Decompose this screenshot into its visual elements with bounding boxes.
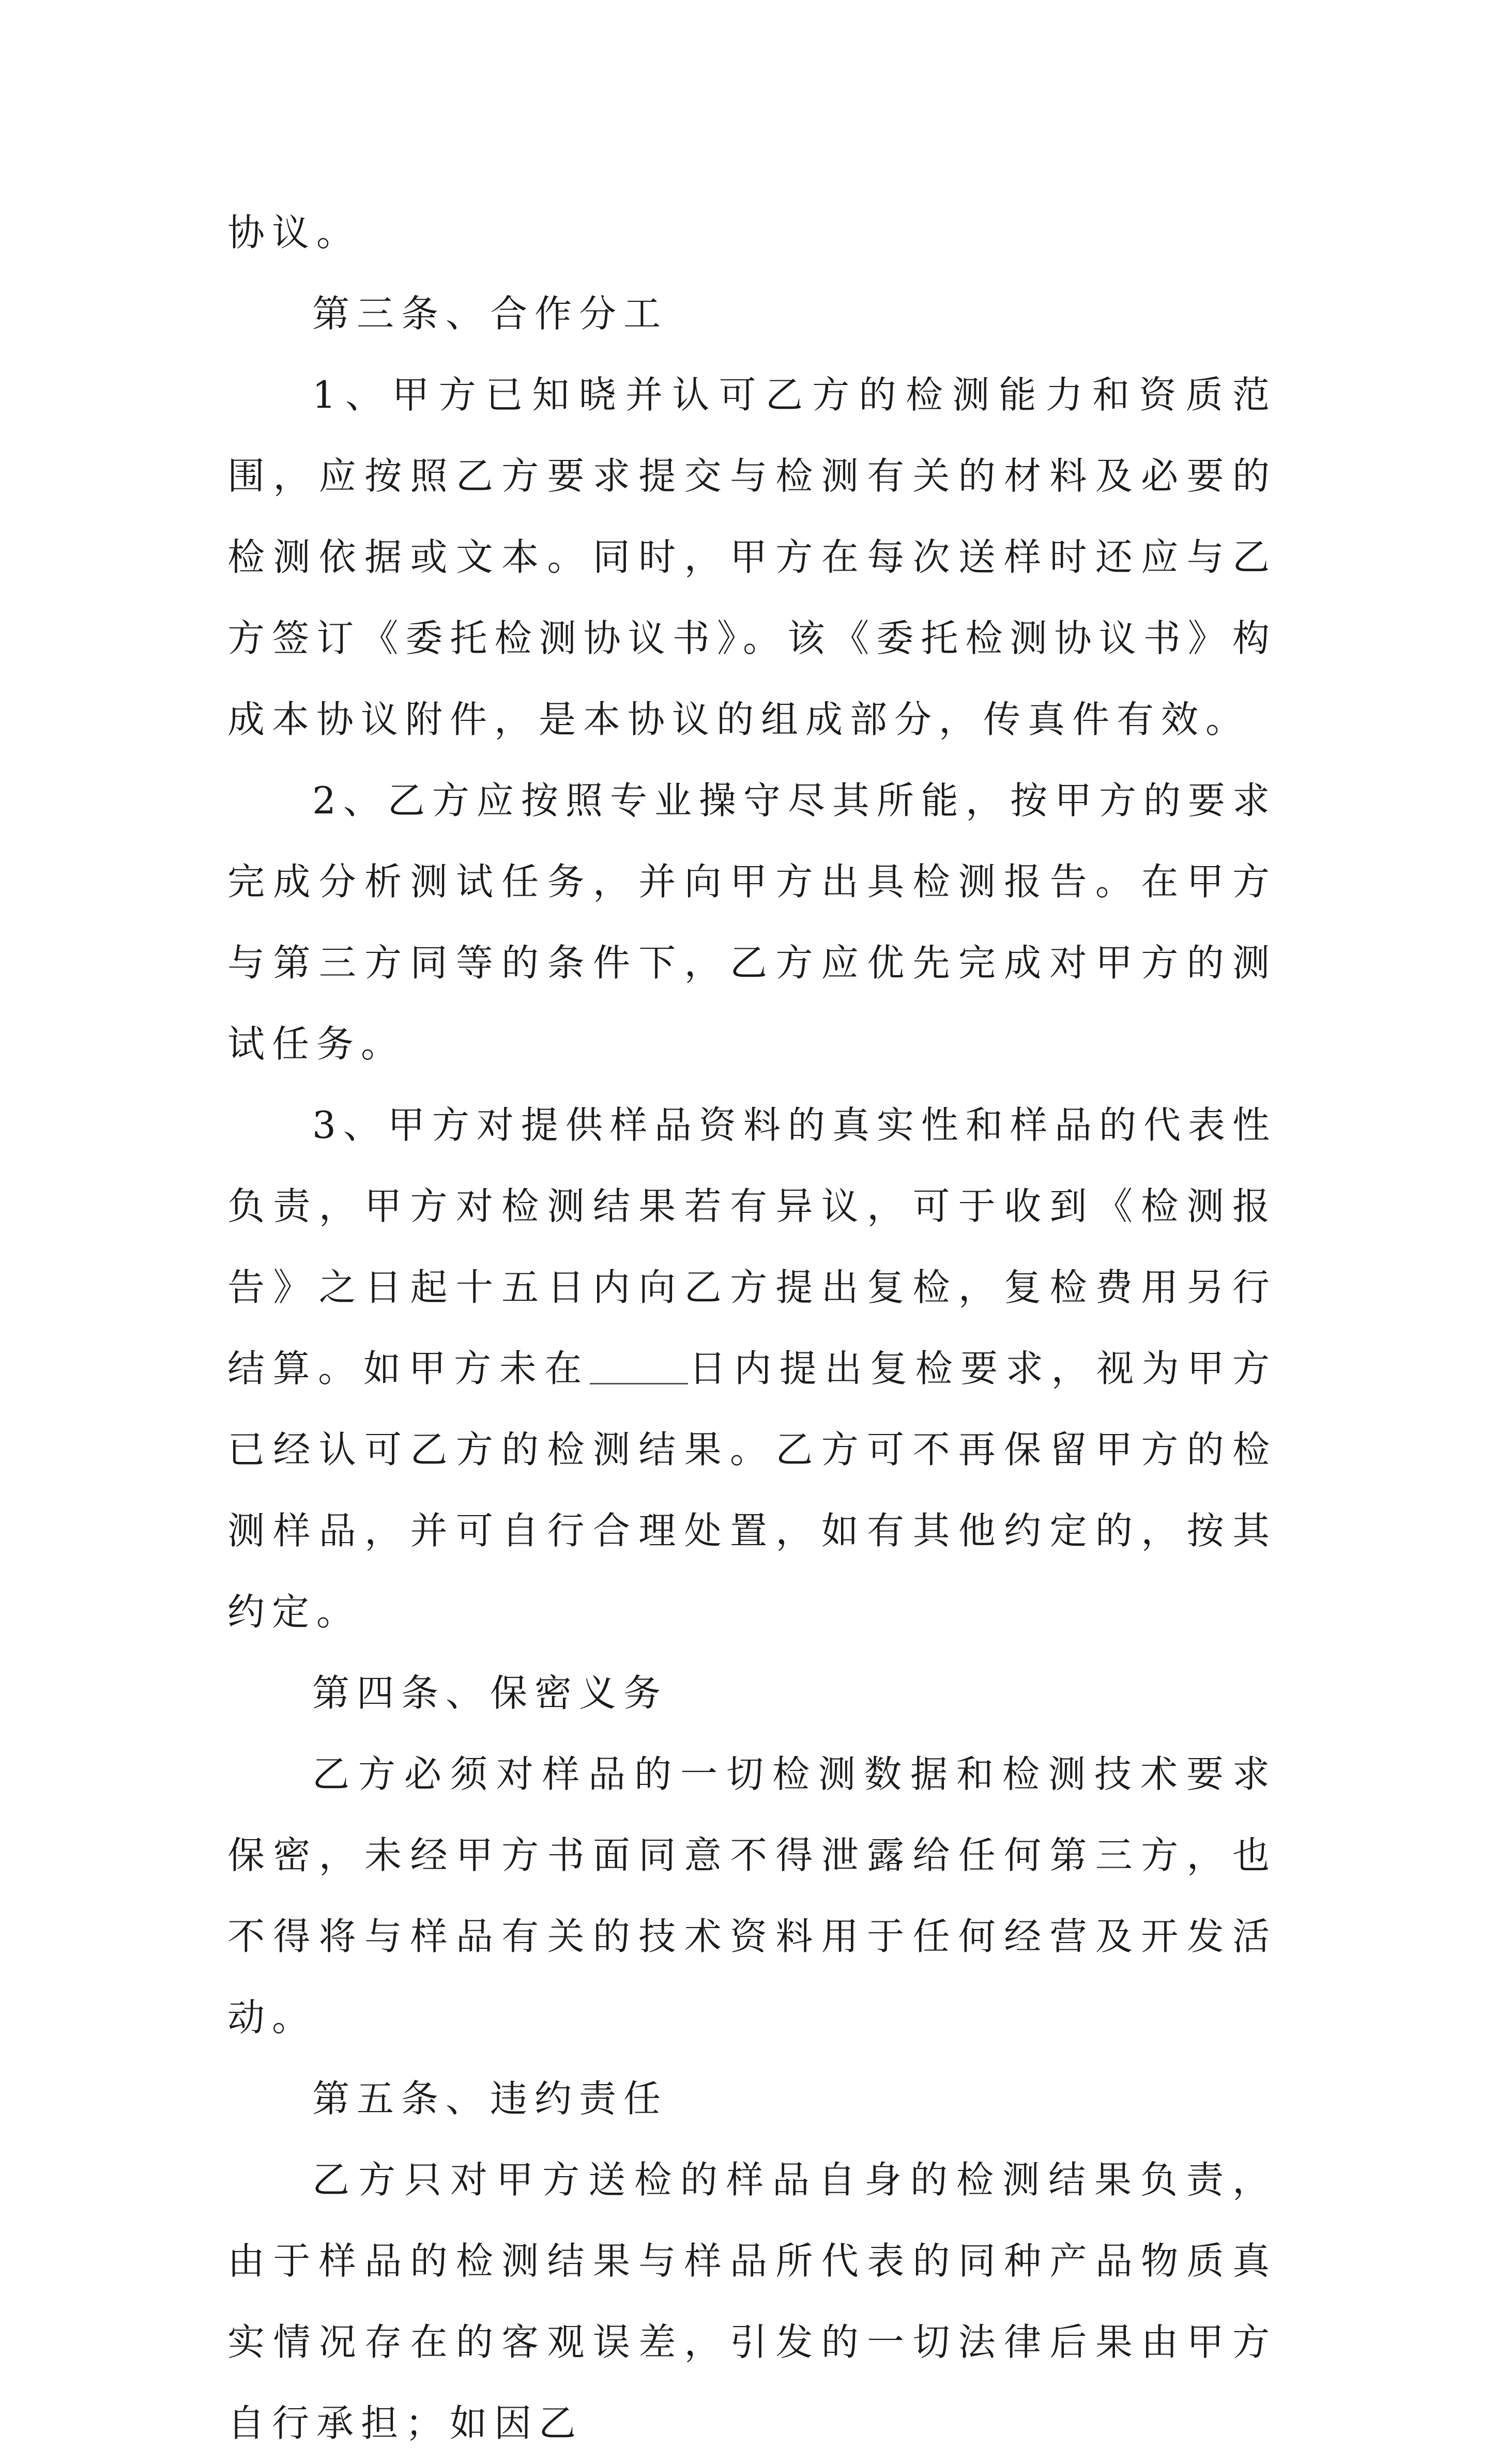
article-3-heading: 第三条、合作分工 [312,292,668,335]
article-3-clause-1: 1、甲方已知晓并认可乙方的检测能力和资质范围，应按照乙方要求提交与检测有关的材料及必要的检测依据或文本。同时，甲方在每次送样时还应与乙方签订《委托检测协议书》。该《委托检测协议书》构成本协议附件，是本协议的组成部分，传真件有效。 [227,373,1277,741]
clause-3-text-a: 3、甲方对提供样品资料的真实性和样品的代表性负责，甲方对检测结果若有异议，可于收到《检测报告》之日起十五日内向乙方提出复检，复检费用另行结算。如甲方未在 [227,1103,1277,1390]
clause-3-text-b: 日内提出复检要求，视为甲方已经认可乙方的检测结果。乙方可不再保留甲方的检测样品，并可自行合理处置，如有其他约定的，按其约定。 [227,1347,1277,1634]
article-5-heading: 第五条、违约责任 [312,2077,668,2120]
article-4-body: 乙方必须对样品的一切检测数据和检测技术要求保密，未经甲方书面同意不得泄露给任何第三方，也不得将与样品有关的技术资料用于任何经营及开发活动。 [227,1752,1277,2039]
article-4-heading: 第四条、保密义务 [312,1671,668,1715]
article-3-clause-3 [227,1085,1277,1653]
paragraph-continuation: 协议。 [227,211,361,254]
article-3-clause-2: 2、乙方应按照专业操守尽其所能，按甲方的要求完成分析测试任务，并向甲方出具检测报告。在甲方与第三方同等的条件下，乙方应优先完成对甲方的测试任务。 [227,779,1277,1066]
fill-in-blank [590,1347,688,1384]
article-5-body: 乙方只对甲方送检的样品自身的检测结果负责，由于样品的检测结果与样品所代表的同种产品物质真实情况存在的客观误差，引发的一切法律后果由甲方自行承担；如因乙 [227,2158,1277,2445]
document-body [227,192,1277,2464]
